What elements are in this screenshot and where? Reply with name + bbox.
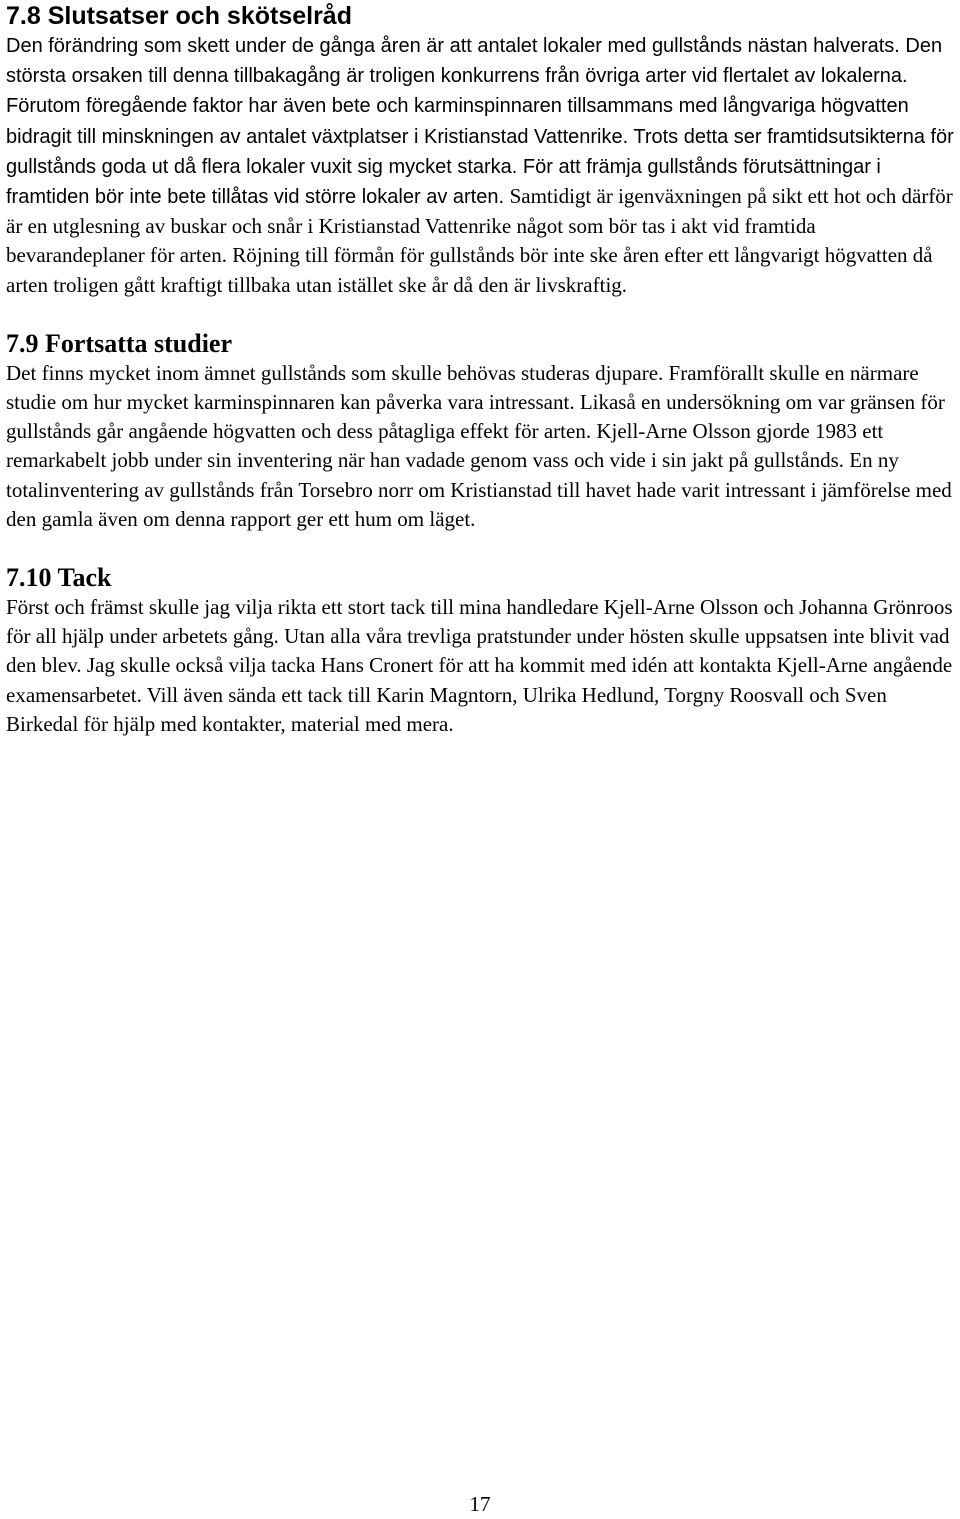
section-paragraph — [6, 31, 954, 300]
section-heading: 7.8 Slutsatser och skötselråd — [6, 2, 352, 30]
section-slutsatser — [6, 0, 954, 300]
paragraph-run-sans: Den förändring som skett under de gånga åren är att antalet lokaler med gullstånds nästan halverats. Den största orsaken till denna tillbakagång är troligen konkurrens från övriga arter vid flertalet av lokalerna. Förutom föregående faktor har även bete och karminspinnaren tillsammans med långvariga högvatten bidragit till minskningen av antalet växtplatser i Kristianstad Vattenrike. Trots detta ser framtidsutsikterna för gullstånds goda ut då flera lokaler vuxit sig mycket starka. För att främja gullstånds förutsättningar i framtiden bör inte bete tillåtas vid större lokaler av arten. — [6, 35, 954, 209]
page-number: 17 — [469, 1492, 491, 1516]
section-paragraph: Det finns mycket inom ämnet gullstånds som skulle behövas studeras djupare. Framförallt skulle en närmare studie om hur mycket karminspinnaren kan påverka vara intressant. Likaså en undersökning om var gränsen för gullstånds går angående högvatten och dess påtagliga effekt för arten. Kjell-Arne Olsson gjorde 1983 ett remarkabelt jobb under sin inventering när han vadade genom vass och vide i sin jakt på gullstånds. En ny totalinventering av gullstånds från Torsebro norr om Kristianstad till havet hade varit intressant i jämförelse med den gamla även om denna rapport ger ett hum om läget. — [6, 360, 952, 531]
section-tack — [6, 563, 954, 739]
document-page — [6, 0, 954, 739]
section-heading: 7.10 Tack — [6, 563, 112, 593]
section-paragraph: Först och främst skulle jag vilja rikta ett stort tack till mina handledare Kjell-Arne Olsson och Johanna Grönroos för all hjälp under arbetets gång. Utan alla våra trevliga pratstunder under hösten skulle uppsatsen inte blivit vad den blev. Jag skulle också vilja tacka Hans Cronert för att ha kommit med idén att kontakta Kjell-Arne angående examensarbetet. Vill även sända ett tack till Karin Magntorn, Ulrika Hedlund, Torgny Roosvall och Sven Birkedal för hjälp med kontakter, material med mera. — [6, 595, 953, 736]
paragraph-run-serif: Samtidigt är igenväxningen på sikt ett hot och därför är en utglesning av buskar och snår i Kristianstad Vattenrike något som bör tas i akt vid framtida bevarandeplaner för arten. Röjning till förmån för gullstånds bör inte ske åren efter ett långvarigt högvatten då arten troligen gått kraftigt tillbaka utan istället ske år då den är livskraftig. — [6, 184, 953, 297]
section-heading: 7.9 Fortsatta studier — [6, 328, 233, 358]
section-fortsatta-studier — [6, 329, 954, 534]
